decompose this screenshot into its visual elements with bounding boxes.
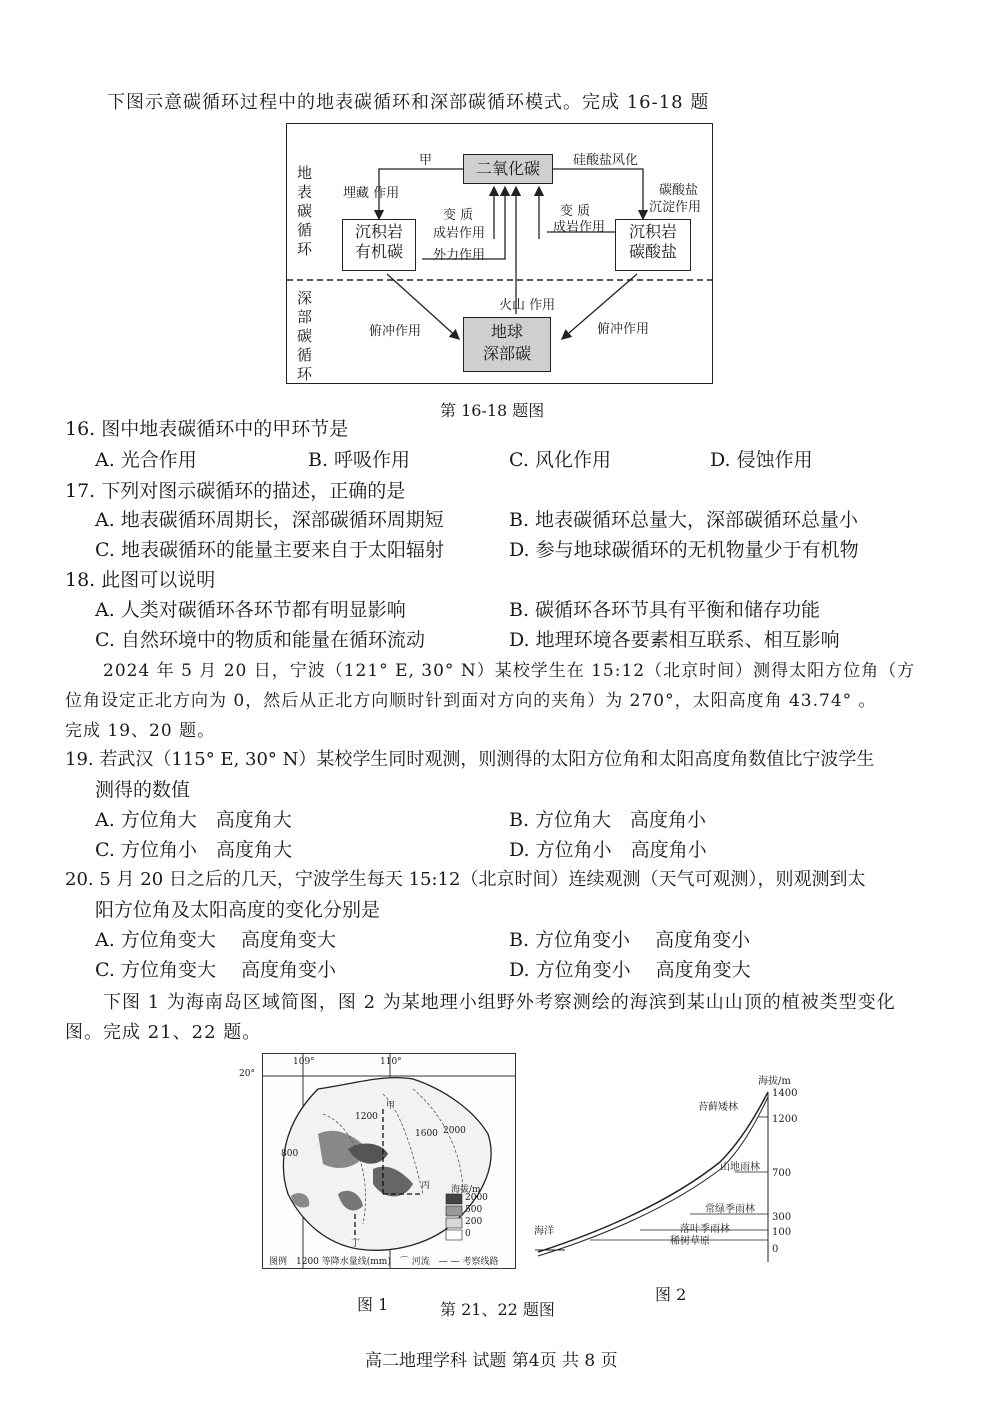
- map-bing: 丙: [421, 1181, 431, 1191]
- sed-organic-line1: 沉积岩: [354, 222, 403, 241]
- q20-option-d: D. 方位角变小 高度角变大: [509, 959, 751, 981]
- q20-option-a: A. 方位角变大 高度角变大: [95, 929, 336, 951]
- profile-tick-700: 700: [772, 1168, 792, 1179]
- subduction-right-label: 俯冲作用: [597, 322, 650, 337]
- jia-label: 甲: [419, 153, 433, 168]
- map-lat-20: 20°: [239, 1069, 255, 1079]
- q20-option-b: B. 方位角变小 高度角变小: [509, 929, 751, 951]
- q19-option-c: C. 方位角小 高度角大: [95, 839, 292, 861]
- profile-tick-100: 100: [772, 1227, 792, 1238]
- burial-label: 埋藏 作用: [343, 186, 400, 201]
- carbonate-label-1: 碳酸盐: [659, 183, 699, 198]
- profile-ylabel: 海拔/m: [758, 1076, 791, 1087]
- q20-stem-line1: 20. 5 月 20 日之后的几天，宁波学生每天 15:12（北京时间）连续观测（天气可观测），则观测到太: [65, 869, 866, 890]
- map-ding: 丁: [351, 1239, 361, 1249]
- intro-16-18: 下图示意碳循环过程中的地表碳循环和深部碳循环模式。完成 16-18 题: [107, 92, 710, 113]
- zone-moss-forest: 苔藓矮林: [698, 1102, 738, 1113]
- q19-option-b: B. 方位角大 高度角小: [509, 809, 707, 831]
- intro-21-22-line2: 图。完成 21、22 题。: [65, 1022, 262, 1043]
- profile-caption: 图 2: [655, 1285, 687, 1304]
- q17-stem: 17. 下列对图示碳循环的描述，正确的是: [65, 480, 406, 502]
- q18-option-b: B. 碳循环各环节具有平衡和储存功能: [509, 599, 821, 621]
- q17-option-c: C. 地表碳循环的能量主要来自于太阳辐射: [95, 539, 444, 561]
- vegetation-profile: [530, 1062, 820, 1272]
- intro-21-22-line1: 下图 1 为海南岛区域简图，图 2 为某地理小组野外考察测绘的海滨到某山山顶的植被类型变化: [103, 992, 896, 1013]
- hainan-map-drawing: [263, 1054, 515, 1268]
- q16-option-a: A. 光合作用: [95, 449, 197, 471]
- zone-evergreen-monsoon: 常绿季雨林: [705, 1204, 755, 1215]
- map-legend-0: 0: [465, 1229, 471, 1239]
- map-jia: 甲: [386, 1101, 396, 1111]
- sed-organic-box: [342, 219, 416, 271]
- metamorphic-left-1: 变 质: [443, 208, 474, 223]
- profile-ocean: 海洋: [534, 1226, 554, 1237]
- q20-option-c: C. 方位角变大 高度角变小: [95, 959, 336, 981]
- profile-tick-0: 0: [772, 1244, 779, 1255]
- q16-option-d: D. 侵蚀作用: [710, 449, 813, 471]
- surface-cycle-label: 地表碳循环: [297, 164, 313, 258]
- q18-option-c: C. 自然环境中的物质和能量在循环流动: [95, 629, 425, 651]
- metamorphic-right-1: 变 质: [560, 204, 591, 219]
- zone-deciduous-monsoon: 落叶季雨林: [680, 1224, 730, 1235]
- carbon-cycle-diagram: [286, 123, 713, 384]
- page-footer: 高二地理学科 试题 第4页 共 8 页: [365, 1351, 618, 1371]
- q18-option-a: A. 人类对碳循环各环节都有明显影响: [95, 599, 406, 621]
- metamorphic-right-2: 成岩作用: [553, 220, 606, 235]
- q19-option-d: D. 方位角小 高度角小: [509, 839, 707, 861]
- profile-tick-1400: 1400: [772, 1088, 798, 1099]
- fig-caption-21-22: 第 21、22 题图: [440, 1300, 555, 1319]
- sed-carbonate-line1: 沉积岩: [628, 222, 677, 241]
- map-legend-title: 海拔/m: [451, 1185, 481, 1195]
- intro-19-20-line2: 位角设定正北方向为 0，然后从正北方向顺时针到面对方向的夹角）为 270°，太阳高度角 43.74° 。: [65, 691, 877, 711]
- carbonate-label-2: 沉淀作用: [649, 200, 702, 215]
- volcano-label: 火山 作用: [499, 298, 556, 313]
- map-lon-109: 109°: [293, 1057, 315, 1067]
- profile-tick-1200: 1200: [772, 1114, 798, 1125]
- metamorphic-left-2: 成岩作用: [433, 226, 486, 241]
- sed-organic-line2: 有机碳: [354, 242, 403, 261]
- zone-savanna: 稀树草原: [670, 1236, 710, 1247]
- co2-box: 二氧化碳: [463, 154, 553, 184]
- external-force-label: 外力作用: [433, 248, 486, 263]
- intro-19-20-line3: 完成 19、20 题。: [65, 721, 216, 741]
- hainan-map: [239, 1053, 516, 1269]
- q19-stem-line2: 测得的数值: [95, 779, 191, 801]
- map-iso-2000: 2000: [443, 1126, 466, 1136]
- map-caption: 图 1: [357, 1295, 389, 1314]
- map-legend-2000: 2000: [465, 1193, 488, 1203]
- q17-option-b: B. 地表碳循环总量大，深部碳循环总量小: [509, 509, 859, 531]
- map-legend-200: 200: [465, 1217, 483, 1227]
- q20-stem-line2: 阳方位角及太阳高度的变化分别是: [95, 899, 381, 921]
- map-iso-1600: 1600: [415, 1129, 438, 1139]
- q16-option-b: B. 呼吸作用: [308, 449, 411, 471]
- q18-option-d: D. 地理环境各要素相互联系、相互影响: [509, 629, 840, 651]
- deep-carbon-box: [463, 317, 551, 372]
- q17-option-d: D. 参与地球碳循环的无机物量少于有机物: [509, 539, 859, 561]
- q18-stem: 18. 此图可以说明: [65, 569, 216, 591]
- figure-caption-16-18: 第 16-18 题图: [440, 401, 545, 420]
- sed-carbonate-box: [615, 219, 691, 271]
- map-iso-800: 800: [281, 1149, 299, 1159]
- q19-stem-line1: 19. 若武汉（115° E, 30° N）某校学生同时观测，则测得的太阳方位角和太阳高度角数值比宁波学生: [65, 749, 875, 770]
- deep-cycle-label: 深部碳循环: [297, 289, 313, 383]
- silicate-weathering-label: 硅酸盐风化: [573, 153, 639, 168]
- sed-carbonate-line2: 碳酸盐: [628, 242, 677, 261]
- q16-stem: 16. 图中地表碳循环中的甲环节是: [65, 418, 349, 440]
- profile-tick-300: 300: [772, 1212, 792, 1223]
- map-legend-500: 500: [465, 1205, 483, 1215]
- subduction-left-label: 俯冲作用: [369, 324, 422, 339]
- zone-montane-rainforest: 山地雨林: [720, 1162, 760, 1173]
- deep-carbon-line1: 地球: [490, 322, 523, 341]
- map-legend-footer: 图例 1200 等降水量线(mm) ⌒ 河流 — — 考察线路: [269, 1257, 499, 1267]
- q19-option-a: A. 方位角大 高度角大: [95, 809, 292, 831]
- q17-option-a: A. 地表碳循环周期长，深部碳循环周期短: [95, 509, 444, 531]
- deep-carbon-line2: 深部碳: [482, 344, 531, 363]
- map-lon-110: 110°: [380, 1057, 402, 1067]
- intro-19-20-line1: 2024 年 5 月 20 日，宁波（121° E, 30° N）某校学生在 15:12（北京时间）测得太阳方位角（方: [103, 661, 916, 681]
- map-iso-1200: 1200: [355, 1112, 378, 1122]
- q16-option-c: C. 风化作用: [509, 449, 611, 471]
